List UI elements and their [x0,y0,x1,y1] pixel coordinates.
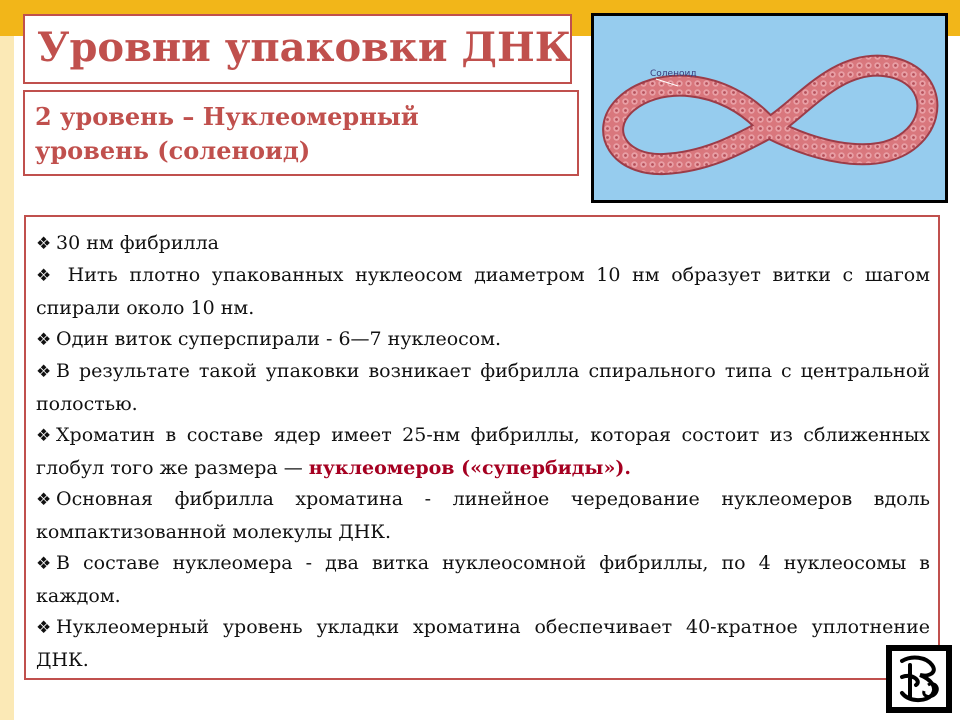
bullet-text: В результате такой упаковки возникает фибрилла спирального типа с центральной полостью. [36,360,930,415]
left-accent-stripe [0,36,14,720]
diamond-bullet-icon: ❖ [36,490,52,510]
bullet-item [36,419,930,484]
bullet-text: В составе нуклеомера - два витка нуклеосомной фибриллы, по 4 нуклеосомы в каждом. [36,552,930,607]
content-box [24,215,940,680]
diamond-bullet-icon: ❖ [36,362,52,382]
bullet-item [36,355,930,420]
diamond-bullet-icon: ❖ [36,266,52,286]
bullet-text: 30 нм фибрилла [56,232,219,254]
slide-title: Уровни упаковки ДНК [37,24,572,71]
bullet-item [36,323,930,356]
title-box [23,14,572,84]
image-label: Соленоид [650,69,697,79]
bullet-item [36,259,930,324]
bullet-text: Один виток суперспирали - 6—7 нуклеосом. [56,328,502,350]
bullet-text: Основная фибрилла хроматина - линейное чередование нуклеомеров вдоль компактизованной молекулы ДНК. [36,488,930,543]
bullet-text: Нить плотно упакованных нуклеосом диаметром 10 нм образует витки с шагом спирали около 10 нм. [36,264,930,319]
diamond-bullet-icon: ❖ [36,234,52,254]
solenoid-illustration [594,16,945,200]
highlight-term: нуклеомеров («супербиды»). [308,457,631,479]
diamond-bullet-icon: ❖ [36,554,52,574]
bullet-text: Хроматин в составе ядер имеет 25-нм фибриллы, которая состоит из сближенных глобул того же размера — [36,424,930,479]
solenoid-image [591,13,948,203]
bullet-item [36,547,930,612]
bullet-item [36,483,930,548]
bullet-text: Нуклеомерный уровень укладки хроматина обеспечивает 40-кратное уплотнение ДНК. [36,616,930,671]
subtitle-line-2: уровень (соленоид) [35,136,311,165]
emblem-logo-icon [886,645,952,713]
bullet-item [36,227,930,260]
diamond-bullet-icon: ❖ [36,618,52,638]
diamond-bullet-icon: ❖ [36,426,52,446]
subtitle-line-1: 2 уровень – Нуклеомерный [35,102,419,131]
diamond-bullet-icon: ❖ [36,330,52,350]
subtitle-box [23,90,579,176]
bullet-item [36,611,930,676]
